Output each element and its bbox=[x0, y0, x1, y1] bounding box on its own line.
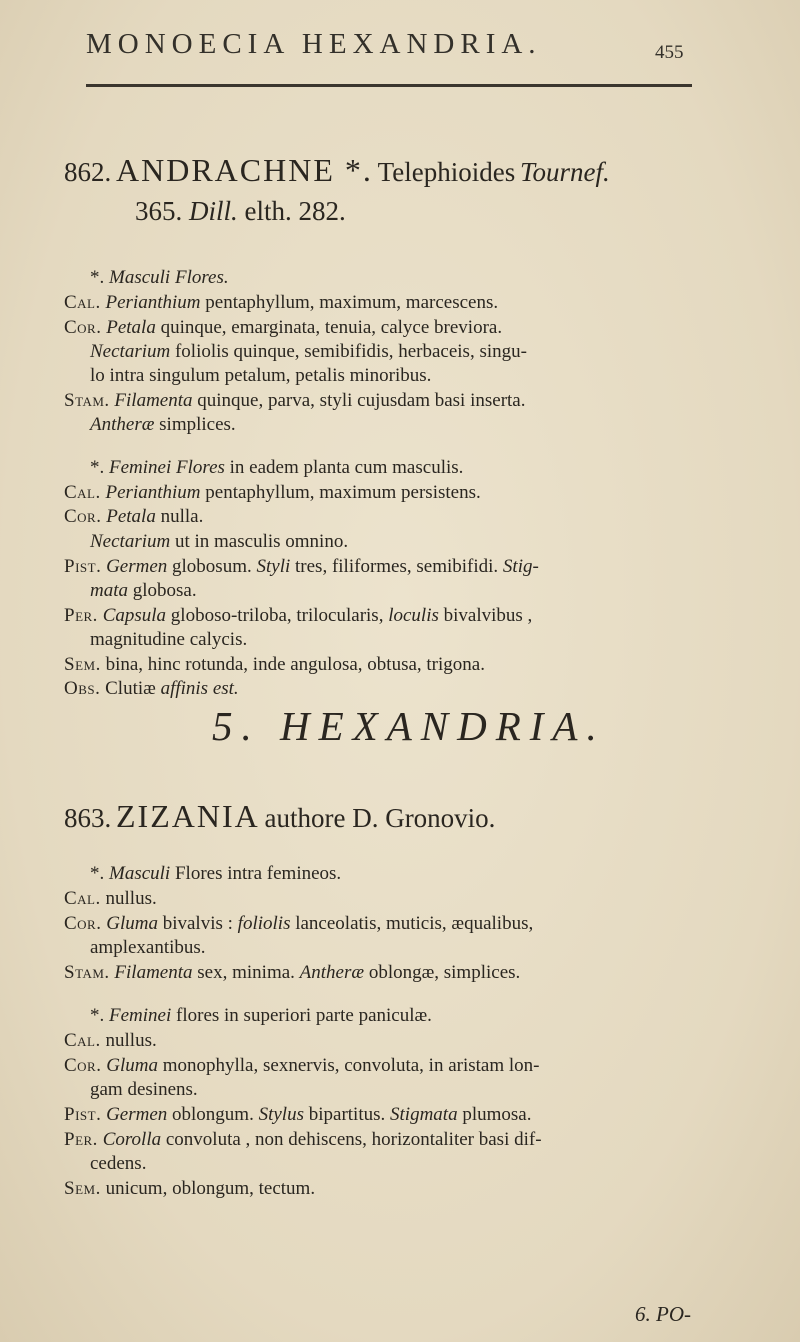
pericarp-line: Per. Corolla convoluta , non dehiscens, horizontaliter basi dif- bbox=[64, 1129, 542, 1150]
female-flowers-heading: *. Feminei flores in superiori parte paniculæ. bbox=[90, 1005, 432, 1026]
section-name: HEXANDRIA. bbox=[280, 703, 606, 749]
catchword: 6. PO- bbox=[635, 1302, 691, 1326]
seeds-line: Sem. unicum, oblongum, tectum. bbox=[64, 1178, 316, 1199]
pericarp-line: Per. Capsula globoso-triloba, trilocularis, loculis bivalvibus , bbox=[64, 605, 533, 626]
genus-authority: Tournef. bbox=[519, 157, 610, 187]
anthers-line: Antheræ simplices. bbox=[90, 414, 236, 435]
seeds-line: Sem. bina, hinc rotunda, inde angulosa, obtusa, trigona. bbox=[64, 654, 485, 675]
calyx-line: Cal. Perianthium pentaphyllum, maximum persistens. bbox=[64, 482, 481, 503]
stamens-line: Stam. Filamenta sex, minima. Antheræ oblongæ, simplices. bbox=[64, 962, 521, 983]
male-flowers-heading: *. Masculi Flores intra femineos. bbox=[90, 863, 342, 884]
corolla-line-continued: amplexantibus. bbox=[90, 937, 206, 958]
section-number: 5. bbox=[212, 703, 261, 749]
calyx-line: Cal. Perianthium pentaphyllum, maximum, marcescens. bbox=[64, 292, 499, 313]
nectary-line: Nectarium ut in masculis omnino. bbox=[90, 531, 349, 552]
nectary-line: Nectarium foliolis quinque, semibifidis, herbaceis, singu- bbox=[90, 341, 527, 362]
pistil-line: Pist. Germen oblongum. Stylus bipartitus. Stigmata plumosa. bbox=[64, 1104, 532, 1125]
pistil-line-continued: mata globosa. bbox=[90, 580, 197, 601]
observation-line: Obs. Clutiæ affinis est. bbox=[64, 678, 239, 699]
genus-name: ANDRACHNE *. bbox=[116, 152, 373, 188]
corolla-line: Cor. Petala nulla. bbox=[64, 506, 204, 527]
genus-863-heading: 863. ZIZANIA authore D. Gronovio. bbox=[64, 798, 496, 834]
header-rule bbox=[86, 84, 692, 87]
genus-number: 862. bbox=[64, 157, 112, 187]
pistil-line: Pist. Germen globosum. Styli tres, filiformes, semibifidi. Stig- bbox=[64, 556, 539, 577]
running-head: MONOECIA HEXANDRIA. bbox=[86, 28, 542, 60]
male-flowers-heading: *. Masculi Flores. bbox=[90, 267, 229, 288]
female-flowers-heading: *. Feminei Flores in eadem planta cum masculis. bbox=[90, 457, 464, 478]
corolla-line: Cor. Gluma monophylla, sexnervis, convoluta, in aristam lon- bbox=[64, 1055, 540, 1076]
section-title bbox=[212, 702, 606, 750]
corolla-line: Cor. Petala quinque, emarginata, tenuia, calyce breviora. bbox=[64, 317, 503, 338]
corolla-line-continued: gam desinens. bbox=[90, 1079, 198, 1100]
pericarp-line-continued: cedens. bbox=[90, 1153, 147, 1174]
stamens-line: Stam. Filamenta quinque, parva, styli cujusdam basi inserta. bbox=[64, 390, 526, 411]
pericarp-line-continued: magnitudine calycis. bbox=[90, 629, 248, 650]
genus-862-heading bbox=[64, 152, 610, 188]
calyx-line: Cal. nullus. bbox=[64, 1030, 157, 1051]
genus-synonym: Telephioides bbox=[377, 157, 516, 187]
page-number: 455 bbox=[655, 42, 684, 63]
nectary-line-continued: lo intra singulum petalum, petalis minoribus. bbox=[90, 365, 432, 386]
genus-862-reference: 365. Dill. elth. 282. bbox=[135, 196, 346, 226]
corolla-line: Cor. Gluma bivalvis : foliolis lanceolatis, muticis, æqualibus, bbox=[64, 913, 534, 934]
calyx-line: Cal. nullus. bbox=[64, 888, 157, 909]
